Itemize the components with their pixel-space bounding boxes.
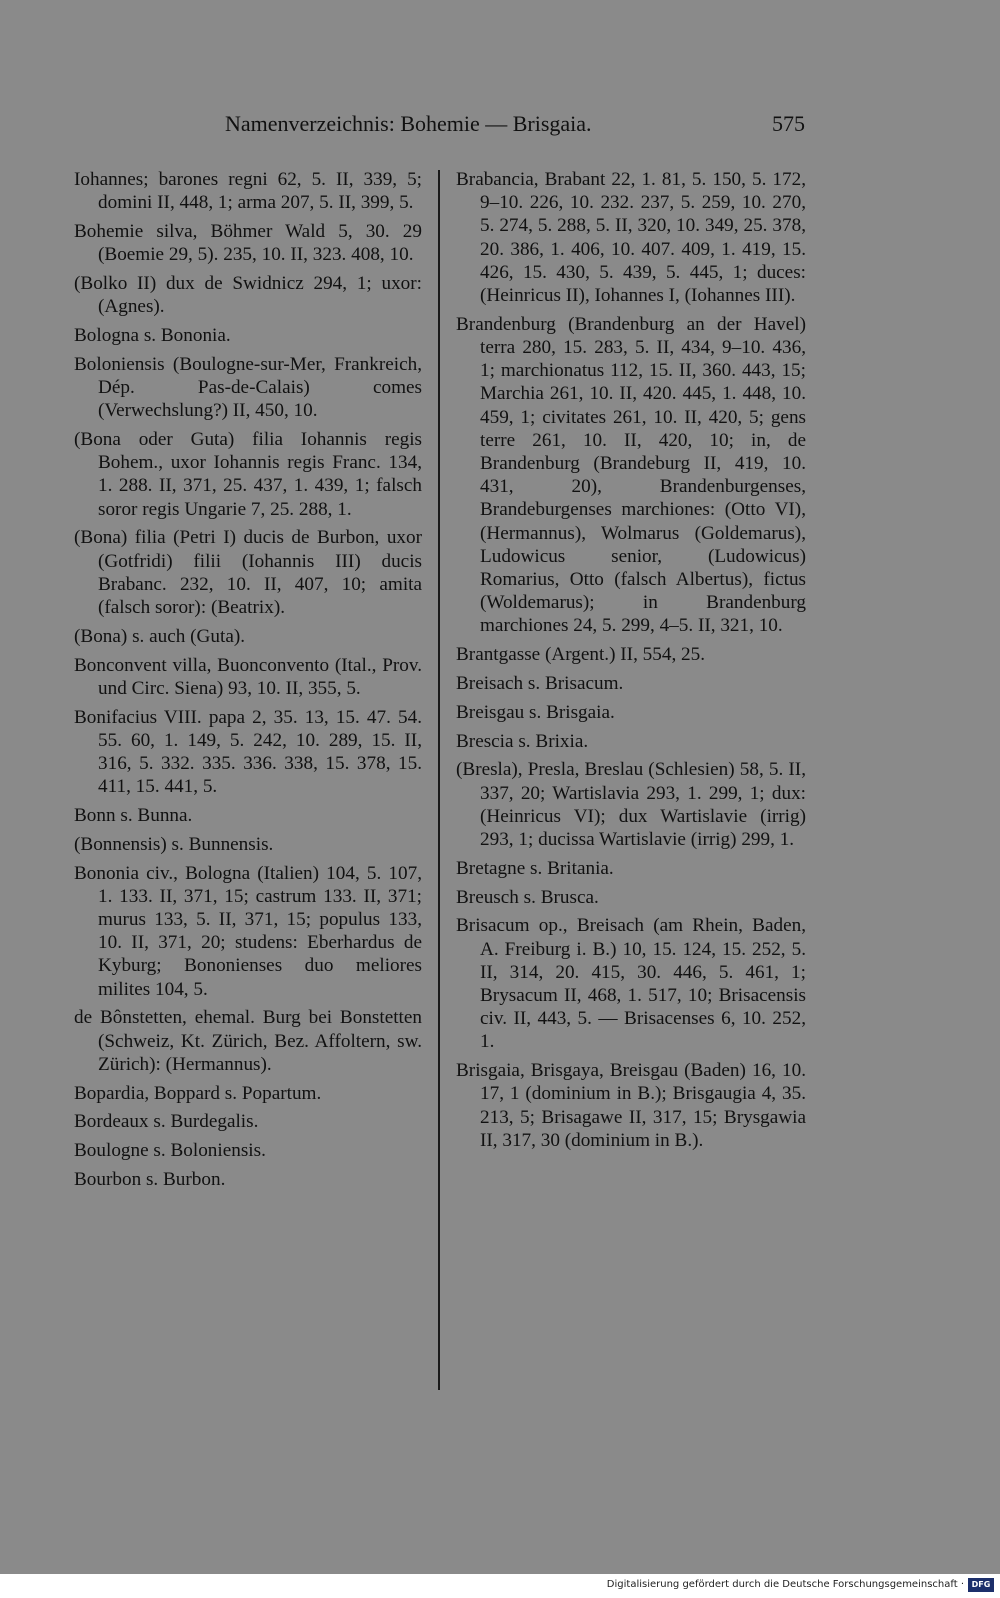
index-entry: Brandenburg (Brandenburg an der Havel) terra 280, 15. 283, 5. II, 434, 9–10. 436, 1; marchionatus 112, 15. II, 360. 443, 15; Marchia 261, 10. II, 420. 445, 1. 448, 10. 459, 1; civitates 261, 10. II, 420, 5; gens terre 261, 10. II, 420, 10; in, de Brandenburg (Brandeburg II, 419, 10. 431, 20), Brandenburgenses, Brandeburgenses marchiones: (Otto VI), (Hermannus), Wolmarus (Goldemarus), Ludowicus senior, (Ludowicus) Romarius, Otto (falsch Albertus), fictus (Woldemarus); in Brandenburg marchiones 24, 5. 299, 4–5. II, 321, 10. — [456, 313, 806, 637]
index-entry: Bohemie silva, Böhmer Wald 5, 30. 29 (Boemie 29, 5). 235, 10. II, 323. 408, 10. — [74, 221, 422, 266]
page-number: 575 — [772, 111, 805, 136]
index-entry: Breisach s. Brisacum. — [456, 673, 624, 695]
index-entry: Brisacum op., Breisach (am Rhein, Baden, A. Freiburg i. B.) 10, 15. 124, 15. 252, 5. II, 314, 20. 415, 30. 446, 5. 461, 1; Brysacum II, 468, 1. 517, 10; Brisacensis civ. II, 443, 5. — Brisacenses 6, 10. 252, 1. — [456, 915, 806, 1053]
index-entry: Bonconvent villa, Buonconvento (Ital., Prov. und Circ. Siena) 93, 10. II, 355, 5. — [74, 654, 422, 699]
index-entry: Boloniensis (Boulogne-sur-Mer, Frankreich, Dép. Pas-de-Calais) comes (Verwechslung?) II, 450, 10. — [74, 353, 422, 422]
index-entry: (Bona) s. auch (Guta). — [74, 625, 246, 647]
dfg-logo: DFG — [968, 1578, 994, 1592]
index-entry: Brisgaia, Brisgaya, Breisgau (Baden) 16, 10. 17, 1 (dominium in B.); Brisgaugia 4, 35. 213, 5; Brisagawe II, 317, 15; Brysgawia II, 317, 30 (dominium in B.). — [456, 1060, 806, 1151]
index-entry: Bonn s. Bunna. — [74, 805, 193, 827]
index-entry: Boulogne s. Boloniensis. — [74, 1140, 266, 1162]
index-entry: Bologna s. Bononia. — [74, 325, 231, 346]
index-entry: (Bonnensis) s. Bunnensis. — [74, 833, 274, 855]
index-entry: (Bona) filia (Petri I) ducis de Burbon, uxor (Gotfridi) filii (Iohannis III) ducis Brabanc. 232, 10. II, 407, 10; amita (falsch soror): (Beatrix). — [74, 527, 422, 619]
funding-note: Digitalisierung gefördert durch die Deutsche Forschungsgemeinschaft · — [606, 1579, 964, 1590]
index-entry: Bononia civ., Bologna (Italien) 104, 5. 107, 1. 133. II, 371, 15; castrum 133. II, 371; murus 133, 5. II, 371, 15; populus 133, 10. II, 371, 20; studens: Eberhardus de Kyburg; Bononienses duo meliores milites 104, 5. — [74, 862, 422, 1000]
index-entry: Breusch s. Brusca. — [456, 886, 599, 908]
index-entry: Brantgasse (Argent.) II, 554, 25. — [456, 644, 706, 666]
index-column-left — [74, 168, 422, 1197]
running-header — [225, 111, 805, 145]
index-entry: Brabancia, Brabant 22, 1. 81, 5. 150, 5. 172, 9–10. 226, 10. 232. 237, 5. 259, 10. 270, 5. 274, 5. 288, 5. II, 320, 10. 349, 25. 378, 20. 386, 1. 406, 10. 407. 409, 1. 419, 15. 426, 15. 430, 5. 439, 5. 445, 1; duces: (Heinricus II), Iohannes I, (Iohannes III). — [456, 169, 806, 307]
index-entry: Bourbon s. Burbon. — [74, 1169, 226, 1191]
index-entry: (Bolko II) dux de Swidnicz 294, 1; uxor: (Agnes). — [74, 273, 422, 318]
index-column-right — [456, 168, 806, 1158]
index-entry: Iohannes; barones regni 62, 5. II, 339, 5; domini II, 448, 1; arma 207, 5. II, 399, 5. — [74, 169, 422, 214]
index-entry: de Bônstetten, ehemal. Burg bei Bonstetten (Schweiz, Kt. Zürich, Bez. Affoltern, sw. Zürich): (Hermannus). — [74, 1007, 422, 1075]
index-entry: Bretagne s. Britania. — [456, 857, 614, 879]
index-entry: Brescia s. Brixia. — [456, 730, 589, 752]
footer-bar — [0, 1574, 1000, 1598]
index-entry: Bonifacius VIII. papa 2, 35. 13, 15. 47. 54. 55. 60, 1. 149, 5. 242, 10. 289, 15. II, 316, 5. 332. 335. 336. 338, 15. 378, 15. 411, 15. 441, 5. — [74, 706, 422, 798]
column-divider — [438, 170, 440, 1390]
index-entry: (Bona oder Guta) filia Iohannis regis Bohem., uxor Iohannis regis Franc. 134, 1. 288. II, 371, 25. 437, 1. 439, 1; falsch soror regis Ungarie 7, 25. 288, 1. — [74, 429, 422, 520]
header-title: Namenverzeichnis: Bohemie — Brisgaia. — [225, 111, 592, 136]
index-entry: Breisgau s. Brisgaia. — [456, 701, 615, 723]
index-entry: Bordeaux s. Burdegalis. — [74, 1111, 259, 1133]
index-entry: Bopardia, Boppard s. Popartum. — [74, 1082, 322, 1104]
index-entry: (Bresla), Presla, Breslau (Schlesien) 58, 5. II, 337, 20; Wartislavia 293, 1. 299, 1; dux: (Heinricus VI); dux Wartislavie (irrig) 293, 1; ducissa Wartislavie (irrig) 299, 1. — [456, 759, 806, 851]
